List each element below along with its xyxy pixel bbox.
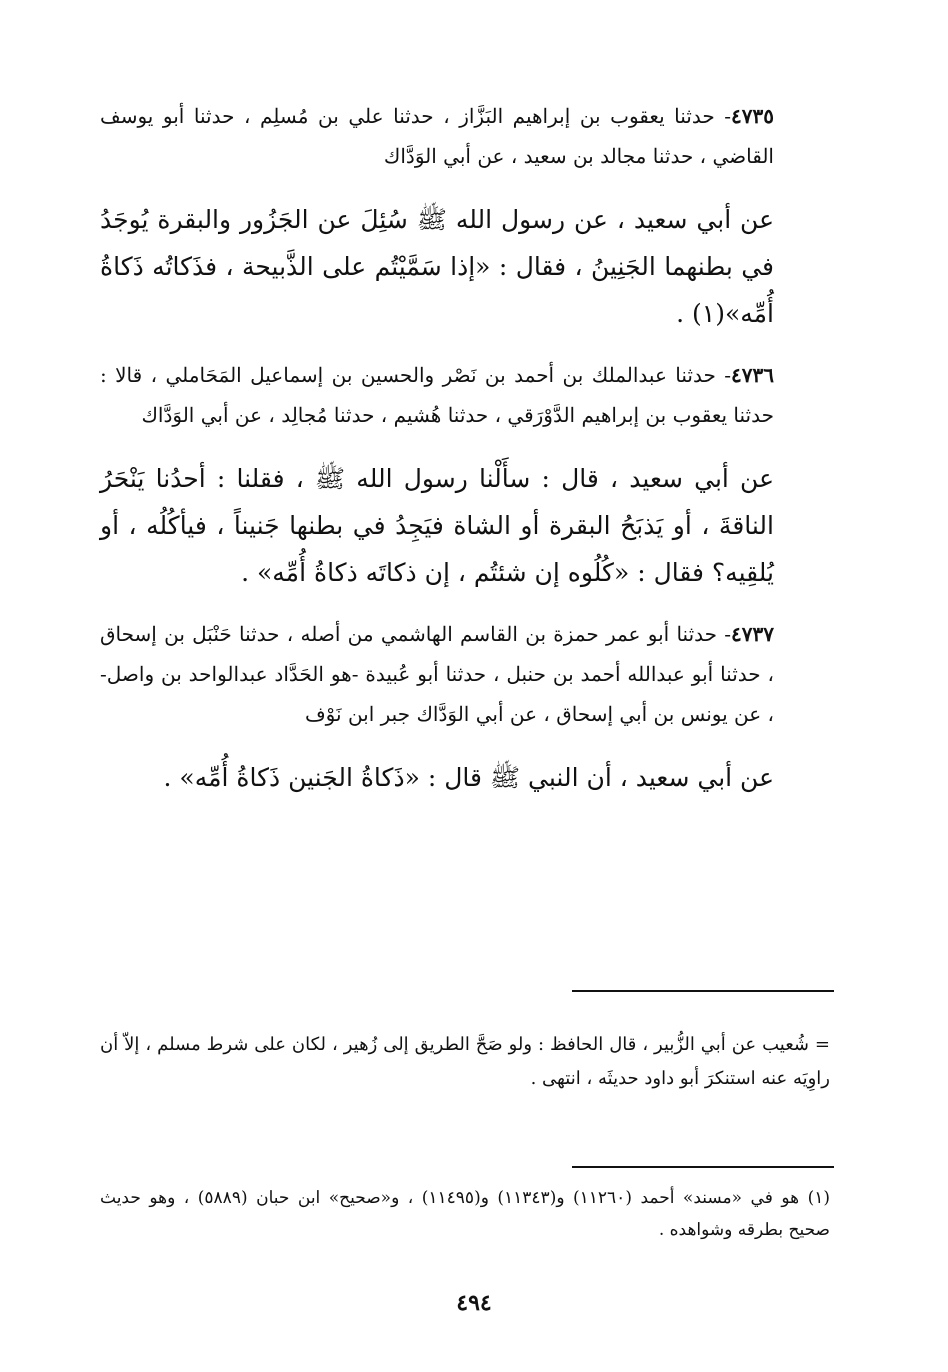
main-text [100, 96, 812, 819]
hadith-4736-matn: عن أبي سعيد ، قال : سأَلْنا رسول الله ﷺ ، فقلنا : أحدُنا يَنْحَرُ الناقةَ ، أو يَذبَحُ البقرة أو الشاة فيَجِدُ في بطنها جَنيناً ، فيأكُلُه ، أو يُلقِيه؟ فقال : «كُلُوه إن شئتُم ، إن ذكاتَه ذكاةُ أُمِّه» . [100, 464, 774, 587]
isnad-text: - حدثنا عبدالملك بن أحمد بن نَصْر والحسين بن إسماعيل المَحَاملي ، قالا : حدثنا يعقوب بن إبراهيم الدَّوْرَقي ، حدثنا هُشيم ، حدثنا مُجالِد ، عن أبي الوَدَّاك [100, 363, 774, 427]
footnote-separator-2 [572, 1166, 834, 1168]
hadith-number: ٤٧٣٦ [731, 363, 774, 387]
footnote-1: (١) هو في «مسند» أحمد (١١٢٦٠) و(١١٣٤٣) و(١١٤٩٥) ، و«صحيح» ابن حبان (٥٨٨٩) ، وهو حديث صحيح بطرقه وشواهده . [100, 1188, 830, 1240]
hadith-4736-isnad [100, 355, 812, 435]
page-number: ٤٩٤ [456, 1290, 492, 1316]
isnad-text: - حدثنا يعقوب بن إبراهيم البَزَّاز ، حدثنا علي بن مُسلِم ، حدثنا أبو يوسف القاضي ، حدثنا مجالد بن سعيد ، عن أبي الوَدَّاك [100, 104, 774, 168]
isnad-text: - حدثنا أبو عمر حمزة بن القاسم الهاشمي من أصله ، حدثنا حَنْبَل بن إسحاق ، حدثنا أبو عبدالله أحمد بن حنبل ، حدثنا أبو عُبيدة -هو الحَدَّاد عبدالواحد بن واصل- ، عن يونس بن أبي إسحاق ، عن أبي الوَدَّاك جبر ابن نَوْف [100, 622, 774, 726]
hadith-4735-matn: عن أبي سعيد ، عن رسول الله ﷺ سُئِلَ عن الجَزُور والبقرة يُوجَدُ في بطنهما الجَنِينُ ، فقال : «إذا سَمَّيْتُم على الذَّبيحة ، فذَكاتُه ذَكاةُ أُمِّه»(١) . [100, 205, 774, 328]
hadith-number: ٤٧٣٥ [731, 104, 774, 128]
hadith-4737-matn: عن أبي سعيد ، أن النبي ﷺ قال : «ذَكاةُ الجَنين ذَكاةُ أُمِّه» . [163, 763, 774, 792]
hadith-number: ٤٧٣٧ [731, 622, 774, 646]
footnote-separator [572, 990, 834, 992]
hadith-4737-isnad [100, 614, 812, 734]
continued-note: = شُعيب عن أبي الزُّبير ، قال الحافظ : ولو صَحَّ الطريق إلى زُهير ، لكان على شرط مسلم ، إلاّ أن راوِيَه عنه استنكرَ أبو داود حديثَه ، انتهى . [100, 1034, 830, 1089]
hadith-4735-isnad [100, 96, 812, 176]
